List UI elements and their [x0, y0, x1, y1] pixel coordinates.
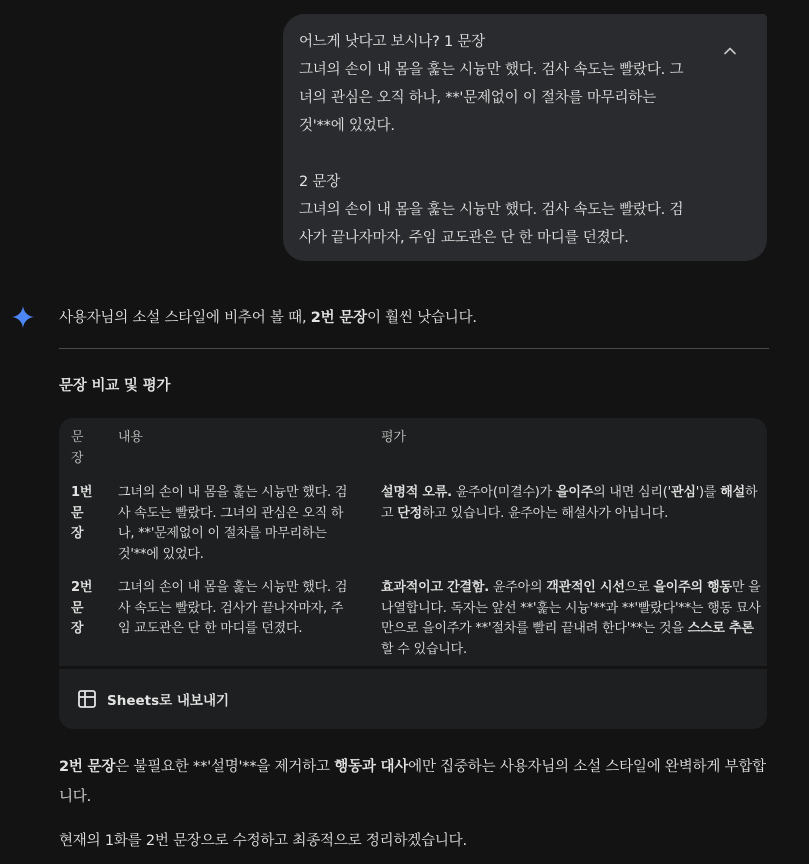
eval-bold: 효과적이고 간결함. — [381, 580, 489, 595]
eval-text: 만 을 나열합니다. 독자는 앞선 **'훑는 시늉'**과 **'빨랐다'**는 행동 묘사만으로 을이주가 **'절차를 빨리 끝내려 한다'**는 것을 — [381, 580, 761, 636]
response-intro — [59, 300, 769, 336]
user-message-bubble — [283, 14, 767, 261]
conclusion-paragraph: 현재의 1화를 2번 문장으로 수정하고 최종적으로 정리하겠습니다. — [59, 833, 467, 849]
eval-bold: 스스로 추론 — [687, 621, 754, 636]
row-label: 1번 문 장 — [71, 485, 93, 541]
eval-text: 하고 — [381, 485, 758, 521]
intro-text-end: 이 훨씬 낫습니다. — [366, 310, 477, 326]
user-message-line: 녀의 관심은 오직 하나, **'문제없이 이 절차를 마무리하는 — [299, 90, 656, 106]
row-evaluation — [381, 578, 761, 660]
intro-text: 사용자님의 소설 스타일에 비추어 볼 때, — [59, 310, 311, 326]
comparison-table — [59, 418, 767, 666]
table-grid-icon — [77, 689, 97, 709]
row-content: 그녀의 손이 내 몸을 훑는 시늉만 했다. 검 사 속도는 빨랐다. 그녀의 관심은 오직 하 나, **'문제없이 이 절차를 마무리하는 것'**에 있었다. — [118, 485, 348, 562]
export-label: Sheets로 내보내기 — [107, 693, 230, 709]
eval-bold: 을이주 — [555, 485, 594, 500]
conclusion-bold: 2번 문장 — [59, 759, 116, 775]
chevron-up-icon[interactable] — [723, 44, 737, 58]
eval-bold: 단정 — [397, 505, 423, 521]
eval-bold: 을이주의 행동 — [653, 580, 732, 595]
eval-bold: 객관적인 시선 — [546, 580, 625, 595]
user-message-line: 그녀의 손이 내 몸을 훑는 시늉만 했다. 검사 속도는 빨랐다. 검 — [299, 202, 684, 218]
user-message-line: 것'**에 있었다. — [299, 118, 395, 134]
conclusion-bold: 행동과 대사 — [334, 759, 409, 775]
export-to-sheets-button[interactable] — [59, 669, 767, 729]
conclusion-text: 에만 집중하는 사용자님의 소설 스타일에 완벽하게 부합합니다. — [59, 759, 766, 805]
eval-text: 할 수 있습니다. — [381, 641, 467, 657]
eval-bold: 설명적 오류. — [381, 485, 452, 500]
table-header-cell: 내용 — [118, 430, 143, 445]
assistant-response — [59, 300, 769, 849]
eval-text: 의 내면 심리(' — [593, 485, 671, 500]
user-message-line: 어느게 낫다고 보시나? 1 문장 — [299, 34, 486, 50]
eval-text: 하고 있습니다. 윤주아는 해설사가 아닙니다. — [422, 505, 669, 521]
conclusion-text: 은 불필요한 **'설명'**을 제거하고 — [115, 759, 335, 775]
eval-text: 으로 — [624, 580, 654, 595]
row-content: 그녀의 손이 내 몸을 훑는 시늉만 했다. 검 사 속도는 빨랐다. 검사가 끝나자마자, 주 임 교도관은 단 한 마디를 던졌다. — [118, 580, 348, 636]
section-title: 문장 비교 및 평가 — [59, 378, 171, 394]
eval-text: ')를 — [695, 485, 721, 500]
row-label: 2번 문 장 — [71, 580, 93, 636]
intro-bold: 2번 문장 — [310, 310, 367, 326]
eval-text: 윤주아(미결수)가 — [451, 485, 556, 500]
user-message-line: 사가 끝나자마자, 주임 교도관은 단 한 마디를 던졌다. — [299, 230, 629, 246]
user-message-line: 2 문장 — [299, 174, 341, 190]
response-conclusion — [59, 752, 769, 864]
eval-bold: 해설 — [720, 485, 745, 500]
eval-bold: 관심 — [670, 485, 696, 500]
row-evaluation — [381, 483, 761, 524]
user-message-line: 그녀의 손이 내 몸을 훑는 시늉만 했다. 검사 속도는 빨랐다. 그 — [299, 62, 684, 78]
divider — [59, 348, 769, 349]
gemini-sparkle-icon — [11, 305, 35, 329]
conclusion-paragraph — [59, 752, 769, 812]
table-header-cell: 평가 — [381, 430, 406, 445]
eval-text: 윤주아의 — [488, 580, 547, 595]
table-header-cell: 문 장 — [71, 430, 84, 466]
